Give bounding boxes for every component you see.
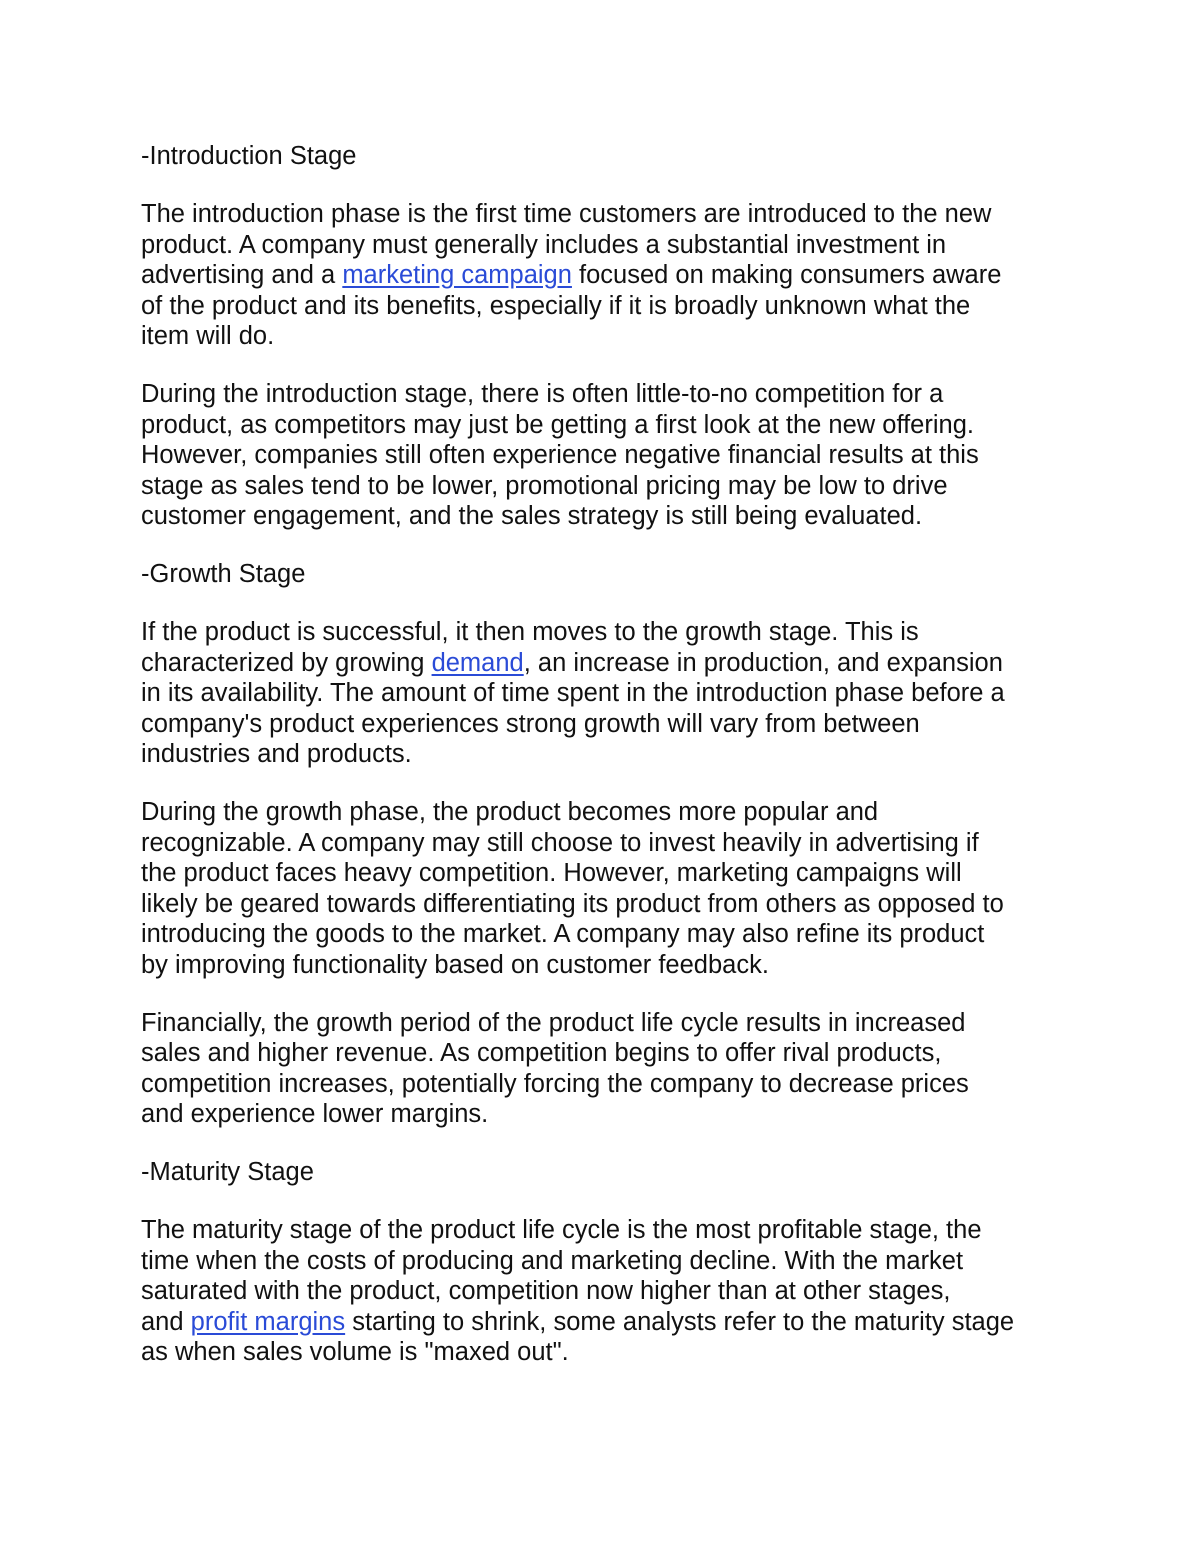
profit-margins-link[interactable]: profit margins — [190, 1307, 346, 1336]
growth-paragraph-2: During the growth phase, the product becomes more popular and recognizable. A company may still choose to invest heavily in advertising if the product faces heavy competition. However, marketing campaigns will likely be geared towards differentiating its product from others as opposed to introducing the goods to the market. A company may also refine its product by improving functionality based on customer feedback. — [141, 798, 1004, 979]
growth-paragraph-1 — [141, 617, 1071, 770]
growth-stage-heading: -Growth Stage — [141, 560, 306, 588]
growth-paragraph-3: Financially, the growth period of the product life cycle results in increased sales and higher revenue. As competition begins to offer rival products, competition increases, potentially forcing the company to decrease prices and experience lower margins. — [141, 1008, 969, 1128]
introduction-stage-heading: -Introduction Stage — [141, 142, 357, 170]
text-segment: If the product is successful, it then moves to the growth stage. This is characterized by growing — [141, 618, 919, 677]
maturity-stage-heading: -Maturity Stage — [141, 1158, 314, 1186]
text-segment: starting to shrink, some analysts refer to the maturity stage as when sales volume is "maxed out". — [141, 1307, 1015, 1366]
text-segment: The introduction phase is the first time customers are introduced to the new product. A company must generally includes a substantial investment in advertising and a — [141, 200, 992, 289]
text-segment: The maturity stage of the product life cycle is the most profitable stage, the time when the costs of producing and marketing decline. With the market saturated with the product, competition now higher than at other stages, and — [141, 1216, 982, 1336]
introduction-paragraph-1 — [141, 199, 1071, 352]
maturity-paragraph-1 — [141, 1215, 1071, 1368]
text-segment: , an increase in production, and expansion in its availability. The amount of time spent in the introduction phase before a company's product experiences strong growth will vary from between industries and products. — [141, 648, 1005, 768]
introduction-paragraph-2: During the introduction stage, there is often little-to-no competition for a product, as competitors may just be getting a first look at the new offering. However, companies still often experience negative financial results at this stage as sales tend to be lower, promotional pricing may be low to drive customer engagement, and the sales strategy is still being evaluated. — [141, 380, 979, 530]
text-segment: focused on making consumers aware of the product and its benefits, especially if it is broadly unknown what the item will do. — [141, 261, 1002, 350]
document-page — [141, 141, 1071, 1395]
demand-link[interactable]: demand — [431, 648, 524, 677]
marketing-campaign-link[interactable]: marketing campaign — [342, 261, 572, 289]
